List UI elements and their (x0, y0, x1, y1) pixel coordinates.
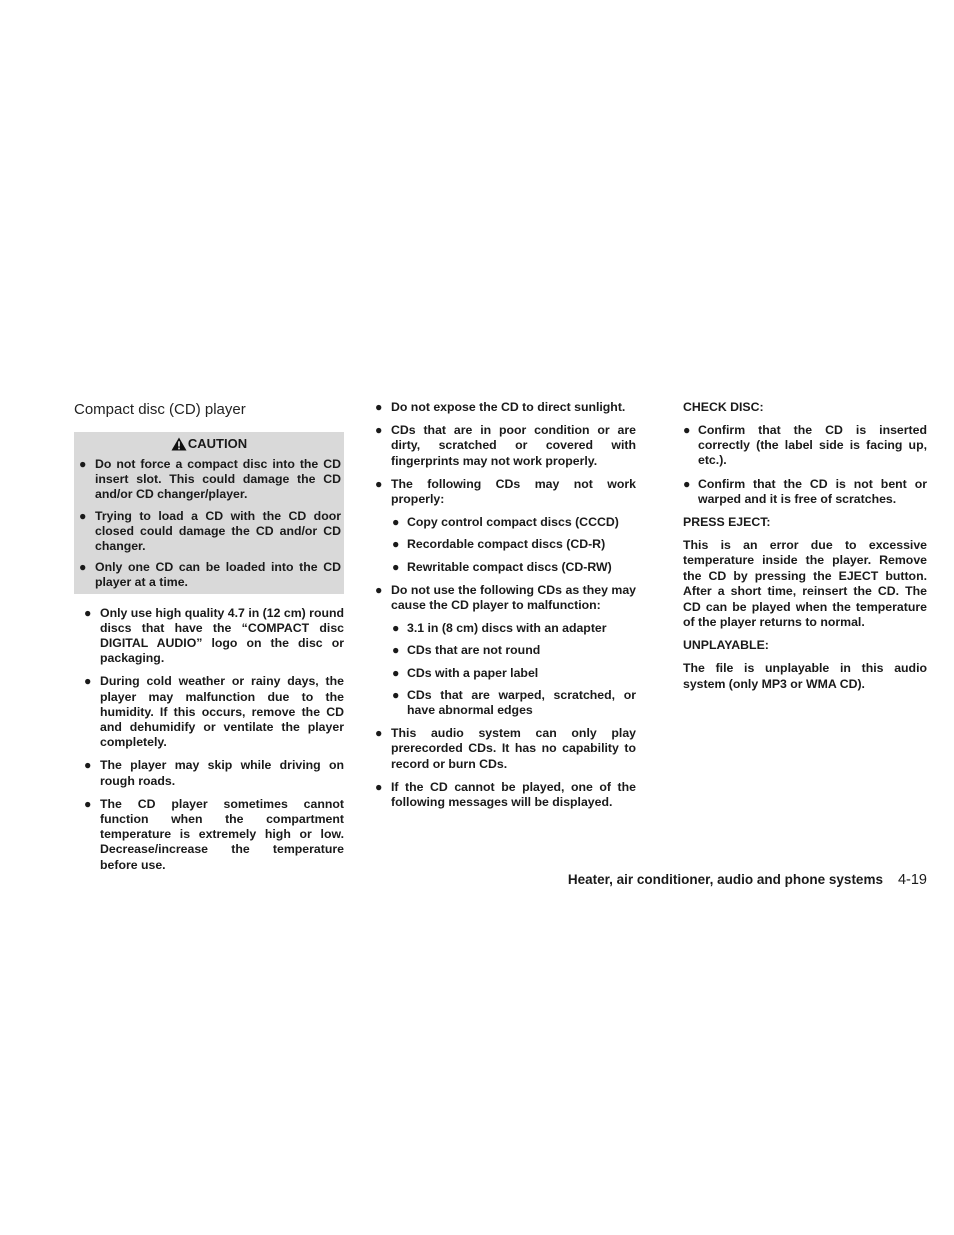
bullet-icon: ● (375, 476, 383, 491)
bullet-icon: ● (79, 457, 87, 471)
sub-list-item (391, 643, 636, 658)
bullet-icon: ● (392, 665, 400, 680)
sub-list-item-text: CDs that are not round (407, 643, 541, 658)
bullet-icon: ● (683, 423, 691, 437)
bullet-icon: ● (79, 560, 87, 575)
caution-item (77, 560, 341, 590)
bullet-icon: ● (392, 537, 400, 552)
list-item-text: Confirm that the CD is inserted correctly (the label side is facing up, etc.). (698, 423, 927, 468)
bullet-icon: ● (683, 476, 691, 491)
caution-item (77, 509, 341, 555)
sub-list-item-text: Copy control compact discs (CCCD) (407, 515, 619, 530)
list-item-text: If the CD cannot be played, one of the following messages will be displayed. (391, 779, 636, 810)
footer-section-title: Heater, air conditioner, audio and phone systems (567, 872, 883, 887)
list-item-text: The player may skip while driving on rough roads. (100, 758, 344, 788)
page-number: 4-19 (897, 872, 927, 888)
list-item (74, 606, 344, 667)
caution-item-text: Only one CD can be loaded into the CD player at a time. (95, 560, 341, 590)
list-item-text: The CD player sometimes cannot function when the compartment temperature is extremely high or low. Decrease/increase the temperature before use. (100, 796, 344, 872)
column-1 (74, 400, 344, 881)
bullet-icon: ● (79, 508, 87, 523)
sub-list-item-text: Recordable compact discs (CD-R) (407, 537, 606, 552)
caution-box (74, 432, 344, 594)
caution-label: CAUTION (187, 436, 248, 451)
list-item (373, 780, 636, 810)
sub-list-item (391, 666, 636, 681)
unplayable-text: The file is unplayable in this audio system (only MP3 or WMA CD). (683, 661, 927, 691)
bullet-icon: ● (392, 559, 400, 574)
page-footer (568, 871, 927, 889)
bullet-icon: ● (392, 687, 400, 702)
sub-list-item-text: 3.1 in (8 cm) discs with an adapter (407, 621, 607, 636)
sub-list-item (391, 515, 636, 530)
sub-list-item (391, 560, 636, 575)
section-title: Compact disc (CD) player (74, 401, 246, 418)
list-item-text: Confirm that the CD is not bent or warped and it is free of scratches. (698, 476, 927, 506)
bullet-icon: ● (392, 643, 400, 658)
sub-list-item (391, 688, 636, 718)
bullet-icon: ● (392, 621, 400, 636)
list-item (74, 797, 344, 873)
press-eject-text: This is an error due to excessive temperature inside the player. Remove the CD by pressing the EJECT button. After a short time, reinsert the CD. The CD can be played when the temperature of the player returns to normal. (683, 538, 927, 630)
bullet-icon: ● (84, 758, 92, 773)
list-item (373, 400, 636, 415)
sub-list-item-text: CDs that are warped, scratched, or have abnormal edges (407, 687, 636, 718)
list-item-text: Only use high quality 4.7 in (12 cm) round discs that have the “COMPACT disc DIGITAL AUDIO” logo on the disc or packaging. (100, 605, 344, 666)
sub-list-item (391, 621, 636, 636)
bullet-icon: ● (375, 779, 383, 794)
bullet-icon: ● (392, 515, 400, 530)
list-item-text: Do not use the following CDs as they may cause the CD player to malfunction: (391, 582, 636, 613)
sub-list-item (391, 537, 636, 552)
bullet-icon: ● (375, 726, 383, 741)
caution-heading (77, 434, 341, 457)
list-item (373, 423, 636, 469)
bullet-icon: ● (375, 423, 383, 438)
list-item (373, 583, 636, 718)
list-item (373, 726, 636, 772)
check-disc-heading: CHECK DISC: (683, 400, 764, 414)
list-item (373, 477, 636, 575)
list-item-text: This audio system can only play prerecorded CDs. It has no capability to record or burn CDs. (391, 726, 636, 771)
warning-triangle-icon (171, 437, 187, 451)
list-item-text: CDs that are in poor condition or are dirty, scratched or covered with fingerprints may not work properly. (391, 423, 636, 468)
unplayable-heading: UNPLAYABLE: (683, 638, 769, 653)
list-item (683, 477, 927, 507)
column-3 (683, 400, 927, 700)
list-item (74, 674, 344, 750)
list-item-text: During cold weather or rainy days, the player may malfunction due to the humidity. If this occurs, remove the CD and dehumidify or ventilate the player completely. (100, 674, 344, 750)
sub-list-item-text: CDs with a paper label (407, 665, 539, 680)
bullet-icon: ● (375, 582, 383, 597)
sub-list-item-text: Rewritable compact discs (CD-RW) (407, 559, 612, 574)
list-item-text: The following CDs may not work properly: (391, 476, 636, 507)
bullet-icon: ● (84, 605, 92, 620)
list-item (683, 423, 927, 469)
press-eject-heading: PRESS EJECT: (683, 515, 771, 530)
column-2 (373, 400, 636, 818)
caution-item (77, 457, 341, 503)
list-item-text: Do not expose the CD to direct sunlight. (391, 400, 626, 414)
bullet-icon: ● (84, 674, 92, 689)
list-item (74, 758, 344, 788)
caution-item-text: Trying to load a CD with the CD door closed could damage the CD and/or CD changer. (95, 508, 341, 554)
caution-item-text: Do not force a compact disc into the CD insert slot. This could damage the CD and/or CD changer/player. (95, 457, 341, 502)
bullet-icon: ● (375, 400, 383, 414)
bullet-icon: ● (84, 796, 92, 811)
